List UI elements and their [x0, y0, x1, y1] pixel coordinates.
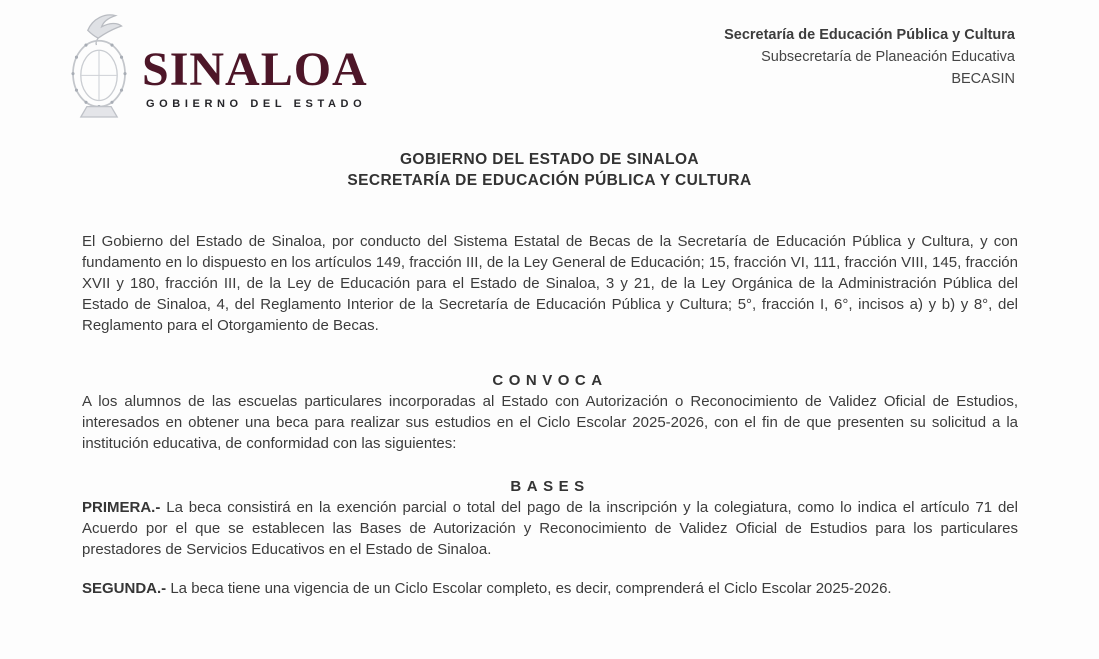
base-segunda-text: La beca tiene una vigencia de un Ciclo Escolar completo, es decir, comprenderá el Ciclo Escolar 2025-2026.: [170, 580, 892, 597]
convoca-heading: CONVOCA: [492, 372, 608, 389]
document-title: [0, 149, 1099, 191]
letterhead: [724, 24, 1015, 90]
logo-block: [60, 4, 368, 126]
base-primera-label: PRIMERA.-: [82, 499, 161, 516]
letterhead-becasin: BECASIN: [951, 71, 1015, 87]
base-segunda-label: SEGUNDA.-: [82, 580, 167, 597]
bases-heading: BASES: [510, 478, 590, 495]
letterhead-secretaria: Secretaría de Educación Pública y Cultura: [724, 27, 1015, 43]
intro-paragraph: El Gobierno del Estado de Sinaloa, por conducto del Sistema Estatal de Becas de la Secretaría de Educación Pública y Cultura, y con fundamento en lo dispuesto en los artículos 149, fracción III, de la Ley General de Educación; 15, fracción VI, 111, fracción VIII, 145, fracción XVII y 180, fracción III, de la Ley de Educación para el Estado de Sinaloa, 3 y 21, de la Ley Orgánica de la Administración Pública del Estado de Sinaloa, 4, del Reglamento Interior de la Secretaría de Educación Pública y Cultura; 5°, fracción I, 6°, incisos a) y b) y 8°, del Reglamento para el Otorgamiento de Becas.: [82, 233, 1018, 334]
logo-subtitle: GOBIERNO DEL ESTADO: [146, 98, 367, 110]
base-primera-text: La beca consistirá en la exención parcial o total del pago de la inscripción y la colegiatura, como lo indica el artículo 71 del Acuerdo por el que se establecen las Bases de Autorización y Reconocimiento de Validez Oficial de Estudios para los particulares prestadores de Servicios Educativos en el Estado de Sinaloa.: [82, 499, 1018, 558]
base-primera-paragraph: [82, 497, 1018, 560]
logo-text: [142, 43, 368, 110]
base-segunda-paragraph: [82, 578, 1018, 599]
document-body: [82, 231, 1018, 599]
letterhead-subsecretaria: Subsecretaría de Planeación Educativa: [761, 49, 1015, 65]
state-crest-icon: [60, 4, 138, 126]
document-title-line1: GOBIERNO DEL ESTADO DE SINALOA: [399, 151, 700, 168]
convoca-paragraph: A los alumnos de las escuelas particulares incorporadas al Estado con Autorización o Reconocimiento de Validez Oficial de Estudios, interesados en obtener una beca para realizar sus estudios en el Ciclo Escolar 2025-2026, con el fin de que presenten su solicitud a la institución educativa, de conformidad con las siguientes:: [82, 393, 1018, 452]
logo-wordmark: SINALOA: [142, 43, 368, 96]
document-title-line2: SECRETARÍA DE EDUCACIÓN PÚBLICA Y CULTURA: [347, 172, 752, 189]
